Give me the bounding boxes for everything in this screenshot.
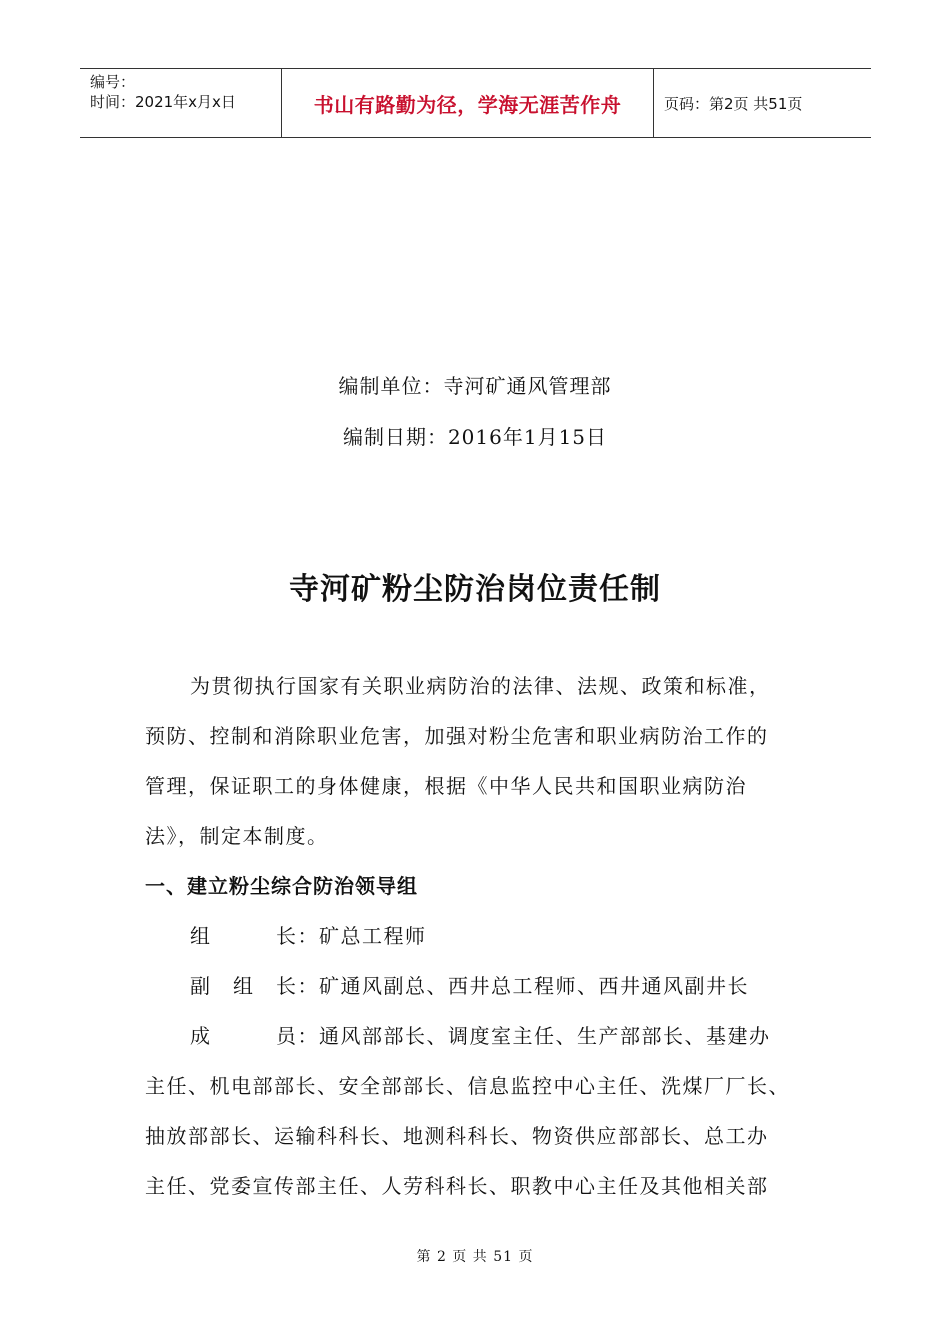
intro-line-3: 管理，保证职工的身体健康，根据《中华人民共和国职业病防治 [145, 774, 747, 798]
page-footer: 第 2 页 共 51 页 [416, 1249, 534, 1265]
intro-line-4: 法》，制定本制度。 [145, 824, 329, 848]
members-row [190, 1020, 771, 1049]
members-line-3: 抽放部部长、运输科科长、地测科科长、物资供应部部长、总工办 [145, 1124, 769, 1148]
intro-line-1: 为贯彻执行国家有关职业病防治的法律、法规、政策和标准， [190, 674, 771, 698]
page-header [80, 68, 871, 138]
header-right-cell [654, 69, 871, 137]
number-label: 编号： [90, 73, 136, 91]
deputy-value: 矿通风副总、西井总工程师、西井通风副井长 [319, 974, 749, 998]
members-line-1: 通风部部长、调度室主任、生产部部长、基建办 [319, 1024, 771, 1048]
motto: 书山有路勤为径，学海无涯苦作舟 [313, 92, 622, 117]
deputy-row [190, 970, 749, 999]
time-label: 时间：2021年x月x日 [90, 93, 236, 111]
members-line-4: 主任、党委宣传部主任、人劳科科长、职教中心主任及其他相关部 [145, 1174, 769, 1198]
leader-row [190, 920, 427, 949]
compile-date: 编制日期：2016年1月15日 [342, 425, 608, 449]
deputy-label: 副 组 长： [190, 974, 319, 998]
members-line-2: 主任、机电部部长、安全部部长、信息监控中心主任、洗煤厂厂长、 [145, 1074, 790, 1098]
header-middle-cell [281, 69, 654, 137]
page-info: 页码：第2页 共51页 [664, 94, 803, 113]
intro-line-2: 预防、控制和消除职业危害，加强对粉尘危害和职业病防治工作的 [145, 724, 769, 748]
leader-value: 矿总工程师 [319, 924, 427, 948]
leader-label: 组 长： [190, 924, 319, 948]
members-label: 成 员： [190, 1024, 319, 1048]
header-left-cell [80, 69, 281, 137]
document-title: 寺河矿粉尘防治岗位责任制 [289, 572, 661, 607]
compile-unit: 编制单位：寺河矿通风管理部 [338, 374, 612, 398]
section-heading: 一、建立粉尘综合防治领导组 [145, 874, 418, 898]
